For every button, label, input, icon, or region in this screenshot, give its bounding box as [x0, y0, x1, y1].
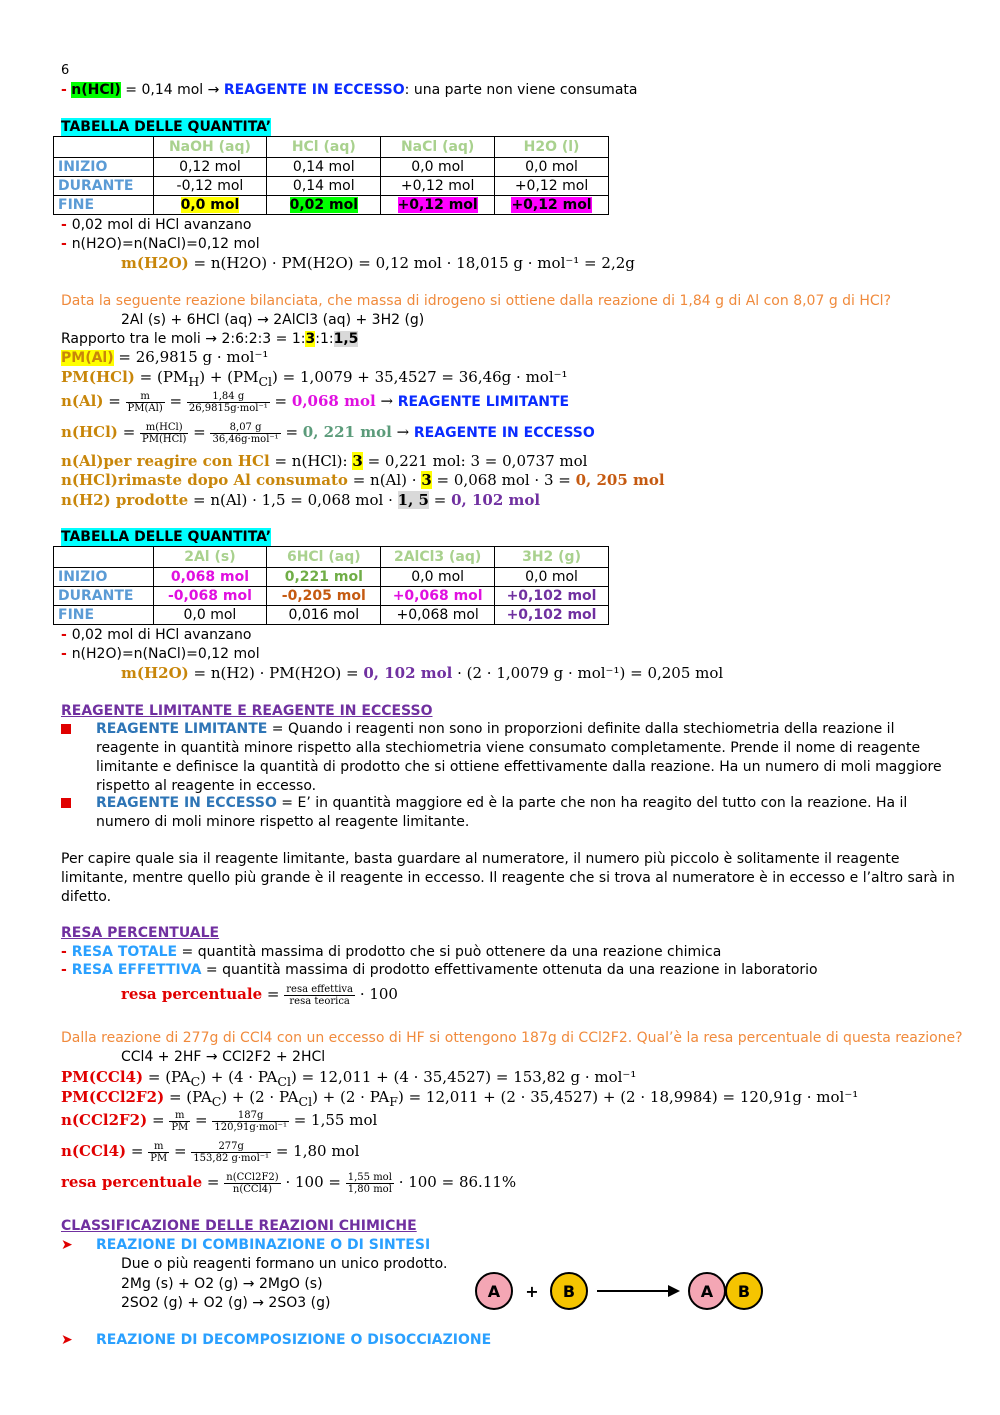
n-ccl4: n(CCl4) = $\frac{m}{PM}$ = $\frac{277g}{\text{153,82 g·mol⁻¹}}$ = 1,80 mol: [61, 1140, 360, 1164]
num: resa effettiva: [286, 983, 354, 995]
hcl-excess-line: [61, 81, 637, 99]
eq-lhs: n(CCl2F2): [61, 1111, 148, 1129]
fraction: [346, 1172, 394, 1195]
text: limitante e definisce la quantità di prodotto che si ottiene effettivamente dalla reazione. Ha un numero di moli maggiore: [96, 759, 942, 775]
text: = 0,068 mol · 3 =: [431, 471, 576, 489]
n-hcl: n(HCl) = $\frac{\text{m(HCl)}}{\text{PM(HCl)}}$ = $\frac{8,07 g}{\text{36,46g·mol⁻¹}}$ = 0, 221 mol → REAGENTE IN ECCESSO: [61, 421, 595, 445]
n-ccl2f2: n(CCl2F2) = $\frac{m}{PM}$ = $\frac{187g}{\text{120,91g·mol⁻¹}}$ = 1,55 mol: [61, 1109, 378, 1133]
header-cell: 6HCl (aq): [267, 547, 381, 568]
quantities-table-2: [53, 546, 609, 625]
section-title-limitante: REAGENTE LIMITANTE E REAGENTE IN ECCESSO: [61, 703, 433, 719]
reaction-example: 2Mg (s) + O2 (g) → 2MgO (s): [121, 1276, 323, 1292]
eq-lhs: m(H2O): [121, 664, 189, 682]
sub: Cl: [258, 374, 273, 389]
text: · (2 · 1,0079 g · mol⁻¹) = 0,205 mol: [452, 664, 724, 682]
table-cell: 0,0 mol: [153, 606, 267, 625]
text: ) + (2 · PA: [312, 1088, 390, 1106]
highlight: 3: [421, 471, 432, 489]
fraction: [148, 1141, 169, 1164]
note-line: [61, 216, 251, 234]
text: = 0,221 mol: 3 = 0,0737 mol: [362, 452, 588, 470]
num: 187g: [212, 1110, 289, 1122]
eq-lhs: n(Al): [61, 392, 104, 410]
header-cell: [54, 547, 154, 568]
header-cell: 3H2 (g): [495, 547, 609, 568]
n-h2: [61, 491, 540, 509]
fraction: [212, 1110, 289, 1133]
arrow: →: [391, 423, 414, 441]
dash: -: [61, 962, 72, 978]
den: 120,91g·mol⁻¹: [214, 1121, 287, 1133]
table-cell: 0,0 mol: [495, 158, 609, 177]
den: PM(Al): [127, 402, 163, 414]
table-cell: -0,068 mol: [153, 587, 267, 606]
bullet-body: [96, 794, 907, 832]
dash: -: [61, 627, 72, 643]
subsection-title: REAZIONE DI DECOMPOSIZIONE O DISOCCIAZIONE: [96, 1332, 492, 1348]
text: ) = 1,0079 + 35,4527 = 36,46g · mol⁻¹: [272, 368, 568, 386]
cell-highlight: 0,02 mol: [289, 197, 358, 213]
text: difetto.: [61, 889, 112, 905]
table-cell: 0,14 mol: [267, 177, 381, 196]
eq-lhs: PM(Al): [61, 350, 114, 366]
header-cell: NaCl (aq): [381, 137, 495, 158]
n-al: n(Al) = $\frac{m}{PM(Al)}$ = $\frac{1,84 g}{\text{26,9815g·mol⁻¹}}$ = 0,068 mol → REAGENTE LIMITANTE: [61, 390, 570, 414]
table-cell: 0,068 mol: [153, 568, 267, 587]
cell-highlight: +0,12 mol: [511, 197, 592, 213]
dash: -: [61, 236, 72, 252]
table-cell: 0,0 mol: [495, 568, 609, 587]
text: · 100 =: [285, 1173, 346, 1191]
fraction: [224, 1172, 280, 1195]
text: = Quando i reagenti non sono in proporzioni definite dalla stechiometria della reazione il: [267, 721, 895, 737]
highlight: 3: [352, 452, 363, 470]
text: ) = 12,011 + (2 · 35,4527) + (2 · 18,9984) = 120,91g · mol⁻¹: [397, 1088, 859, 1106]
mole-ratio: [61, 330, 358, 348]
text: :1:: [315, 331, 334, 347]
text: ) + (4 · PA: [200, 1068, 278, 1086]
text: = 0,14 mol →: [120, 82, 224, 98]
table-cell: 0,14 mol: [267, 158, 381, 177]
den: 36,46g·mol⁻¹: [212, 433, 279, 445]
text: · 100 = 86.11%: [398, 1173, 517, 1191]
row-label: INIZIO: [54, 568, 154, 587]
text: = 1,55 mol: [288, 1111, 378, 1129]
question-1: Data la seguente reazione bilanciata, che massa di idrogeno si ottiene dalla reazione di 1,84 g di Al con 8,07 g di HCl?: [61, 293, 892, 309]
den: 1,80 mol: [347, 1183, 392, 1195]
fraction: [284, 984, 355, 1007]
subsection-title: REAZIONE DI COMBINAZIONE O DI SINTESI: [96, 1237, 431, 1253]
num: 1,84 g: [187, 391, 270, 403]
n-hcl-remaining: [61, 471, 665, 489]
text: = n(Al) · 1,5 = 0,068 mol ·: [188, 491, 398, 509]
row-label: INIZIO: [54, 158, 154, 177]
term: RESA EFFETTIVA: [71, 962, 202, 978]
header-cell: [54, 137, 154, 158]
cell-highlight: +0,12 mol: [397, 197, 478, 213]
header-cell: 2Al (s): [153, 547, 267, 568]
eq-lhs: PM(CCl2F2): [61, 1088, 165, 1106]
sub: F: [389, 1094, 398, 1109]
table-cell: +0,102 mol: [495, 606, 609, 625]
text: numero di moli minore rispetto al reagente limitante.: [96, 814, 470, 830]
sub: C: [211, 1094, 222, 1109]
note-line: [61, 235, 260, 253]
equation: [121, 254, 635, 272]
term: RESA TOTALE: [71, 944, 178, 960]
arrow-head-icon: [668, 1285, 680, 1297]
sub: C: [190, 1074, 201, 1089]
den: 26,9815g·mol⁻¹: [188, 402, 268, 414]
cell-highlight: 0,0 mol: [180, 197, 240, 213]
text: = E’ in quantità maggiore ed è la parte che non ha reagito del tutto con la reazione. Ha il: [276, 795, 908, 811]
sub: Cl: [298, 1094, 313, 1109]
note-text: 0,02 mol di HCl avanzano: [71, 217, 252, 233]
den: n(CCl4): [232, 1183, 273, 1195]
dash: -: [61, 217, 72, 233]
section-title-resa: RESA PERCENTUALE: [61, 925, 220, 941]
den: PM(HCl): [142, 433, 187, 445]
eq-lhs: resa percentuale: [61, 1173, 203, 1191]
note-text: 0,02 mol di HCl avanzano: [71, 627, 252, 643]
limiting-label: REAGENTE LIMITANTE: [397, 394, 570, 410]
eq-lhs: PM(CCl4): [61, 1068, 144, 1086]
table-cell: [381, 196, 495, 215]
text: · 100: [359, 985, 398, 1003]
num: 8,07 g: [210, 422, 280, 434]
text: = n(H2) · PM(H2O) =: [188, 664, 364, 682]
num: m(HCl): [140, 422, 188, 434]
header-cell: HCl (aq): [267, 137, 381, 158]
pm-al: [61, 348, 268, 367]
text: = n(HCl):: [269, 452, 353, 470]
num: m: [169, 1110, 190, 1122]
text: ) + (PM: [199, 368, 259, 386]
text: =: [429, 491, 452, 509]
den: PM: [171, 1121, 189, 1133]
header-cell: 2AlCl3 (aq): [381, 547, 495, 568]
eq-rhs: = 26,9815 g · mol⁻¹: [113, 348, 269, 366]
text: = quantità massima di prodotto che si può ottenere da una reazione chimica: [177, 944, 722, 960]
table-cell: +0,12 mol: [381, 177, 495, 196]
eq-lhs: PM(HCl): [61, 368, 135, 386]
row-label: DURANTE: [54, 587, 154, 606]
subsection-decomposizione: [61, 1331, 492, 1349]
den: PM: [150, 1152, 168, 1164]
value: 0, 221 mol: [302, 423, 392, 441]
text: rispetto al reagente in eccesso.: [96, 778, 317, 794]
arrow-bullet-icon: ➤: [61, 1332, 73, 1348]
text: = n(Al) ·: [347, 471, 422, 489]
eq-rhs: = n(H2O) · PM(H2O) = 0,12 mol · 18,015 g · mol⁻¹ = 2,2g: [188, 254, 635, 272]
table-row: [54, 177, 609, 196]
text: = 1,80 mol: [271, 1142, 360, 1160]
eq-lhs: n(HCl)rimaste dopo Al consumato: [61, 471, 348, 489]
table2-title: TABELLA DELLE QUANTITA’: [61, 529, 272, 545]
table-header-row: [54, 547, 609, 568]
table1-title: TABELLA DELLE QUANTITA’: [61, 119, 272, 135]
row-label: FINE: [54, 196, 154, 215]
eq-lhs: n(H2) prodotte: [61, 491, 189, 509]
text: limitante, mentre quello più grande è il reagente in eccesso. Il reagente che si trova al numeratore è in eccesso e l’altro sarà in: [61, 870, 955, 886]
text: = (PA: [143, 1068, 191, 1086]
synthesis-diagram: [472, 1270, 772, 1312]
den: resa teorica: [289, 995, 350, 1007]
dash: -: [61, 944, 72, 960]
note-line: [61, 626, 251, 644]
value: 0, 102 mol: [363, 664, 453, 682]
sub: H: [188, 374, 200, 389]
resa-totale-line: [61, 943, 721, 961]
value: 0, 205 mol: [575, 471, 665, 489]
eq-lhs: resa percentuale: [121, 985, 263, 1003]
reaction-example: 2SO2 (g) + O2 (g) → 2SO3 (g): [121, 1295, 331, 1311]
table-row: [54, 158, 609, 177]
text: = (PM: [134, 368, 189, 386]
eq-lhs: n(Al)per reagire con HCl: [61, 452, 270, 470]
reaction-2: CCl4 + 2HF → CCl2F2 + 2HCl: [121, 1049, 326, 1065]
text: ) + (2 · PA: [221, 1088, 299, 1106]
sub: Cl: [277, 1074, 291, 1089]
eq-lhs: m(H2O): [121, 254, 189, 272]
text: : una parte non viene consumata: [404, 82, 638, 98]
nhcl-highlight: n(HCl): [71, 82, 121, 98]
page-number: 6: [61, 63, 70, 78]
table-row: [54, 568, 609, 587]
fraction: [169, 1110, 190, 1133]
label-b: B: [562, 1282, 576, 1301]
header-cell: NaOH (aq): [153, 137, 267, 158]
fraction: [210, 422, 280, 445]
resa-effettiva-line: [61, 961, 818, 979]
resa-formula: resa percentuale = $\frac{\text{resa effettiva}}{\text{resa teorica}}$ · 100: [121, 983, 398, 1007]
section-title-classificazione: CLASSIFICAZIONE DELLE REAZIONI CHIMICHE: [61, 1218, 417, 1234]
table-cell: +0,068 mol: [381, 587, 495, 606]
excess-label: REAGENTE IN ECCESSO: [223, 82, 405, 98]
num: m: [148, 1141, 169, 1153]
table-cell: -0,12 mol: [153, 177, 267, 196]
num: n(CCl2F2): [226, 1171, 279, 1183]
table-cell: +0,102 mol: [495, 587, 609, 606]
table-row: [54, 196, 609, 215]
term: REAGENTE LIMITANTE: [96, 721, 268, 737]
table-cell: +0,068 mol: [381, 606, 495, 625]
excess-label: REAGENTE IN ECCESSO: [413, 425, 595, 441]
text: reagente in quantità minore rispetto alla stechiometria viene consumato completamente. Prende il nome di reagente: [96, 740, 921, 756]
dash: -: [61, 646, 72, 662]
desc: Due o più reagenti formano un unico prodotto.: [121, 1256, 448, 1272]
highlight: 3: [305, 331, 316, 347]
row-label: FINE: [54, 606, 154, 625]
reaction-1: 2Al (s) + 6HCl (aq) → 2AlCl3 (aq) + 3H2 (g): [121, 312, 425, 328]
header-cell: H2O (l): [495, 137, 609, 158]
square-bullet-icon: [61, 798, 71, 808]
fraction: [126, 391, 165, 414]
dash: -: [61, 82, 67, 98]
square-bullet-icon: [61, 724, 71, 734]
explanation-paragraph: [61, 850, 955, 907]
label-a: A: [487, 1282, 501, 1301]
num: 277g: [191, 1141, 271, 1153]
note-text: n(H2O)=n(NaCl)=0,12 mol: [71, 646, 260, 662]
text: ) = 12,011 + (4 · 35,4527) = 153,82 g · mol⁻¹: [290, 1068, 637, 1086]
row-label: DURANTE: [54, 177, 154, 196]
table-cell: [153, 196, 267, 215]
table-cell: +0,12 mol: [495, 177, 609, 196]
note-line: [61, 645, 260, 663]
text: = (PA: [164, 1088, 212, 1106]
table-header-row: [54, 137, 609, 158]
equation: [121, 664, 723, 682]
note-text: n(H2O)=n(NaCl)=0,12 mol: [71, 236, 260, 252]
fraction: [191, 1141, 271, 1164]
table-cell: 0,12 mol: [153, 158, 267, 177]
resa-calc: resa percentuale = $\frac{\text{n(CCl2F2)}}{\text{n(CCl4)}}$ · 100 = $\frac{\text{1,55 mol}}{\text{1,80 mol}}$ · 100 = 86.11%: [61, 1171, 517, 1195]
n-al-react: [61, 452, 587, 470]
table-cell: 0,221 mol: [267, 568, 381, 587]
table-cell: [495, 196, 609, 215]
eq-lhs: n(CCl4): [61, 1142, 127, 1160]
table-row: [54, 587, 609, 606]
den: 153,82 g·mol⁻¹: [193, 1152, 270, 1164]
highlight: 1, 5: [397, 491, 429, 509]
fraction: [187, 391, 270, 414]
table-cell: 0,0 mol: [381, 568, 495, 587]
text: = quantità massima di prodotto effettivamente ottenuta da una reazione in laboratorio: [201, 962, 818, 978]
text: Per capire quale sia il reagente limitante, basta guardare al numeratore, il numero più piccolo è solitamente il reagente: [61, 851, 900, 867]
question-2: Dalla reazione di 277g di CCl4 con un eccesso di HF si ottengono 187g di CCl2F2. Qual’è la resa percentuale di questa reazione?: [61, 1030, 963, 1046]
term: REAGENTE IN ECCESSO: [96, 795, 277, 811]
bullet-body: [96, 720, 942, 796]
text: Rapporto tra le moli → 2:6:2:3 = 1:: [61, 331, 306, 347]
subsection-sintesi: [61, 1236, 431, 1254]
value: 0,068 mol: [291, 392, 376, 410]
table-cell: -0,205 mol: [267, 587, 381, 606]
label-a-product: A: [700, 1282, 714, 1301]
label-b-product: B: [737, 1282, 751, 1301]
table-row: [54, 606, 609, 625]
table-cell: 0,016 mol: [267, 606, 381, 625]
table-cell: [267, 196, 381, 215]
value: 0, 102 mol: [451, 491, 541, 509]
quantities-table-1: [53, 136, 609, 215]
table-cell: 0,0 mol: [381, 158, 495, 177]
highlight: 1,5: [333, 331, 359, 347]
plus-sign: +: [525, 1282, 539, 1301]
fraction: [140, 422, 188, 445]
num: 1,55 mol: [347, 1171, 392, 1183]
arrow-bullet-icon: ➤: [61, 1237, 73, 1253]
num: m: [126, 391, 165, 403]
eq-lhs: n(HCl): [61, 423, 118, 441]
arrow: →: [375, 392, 398, 410]
